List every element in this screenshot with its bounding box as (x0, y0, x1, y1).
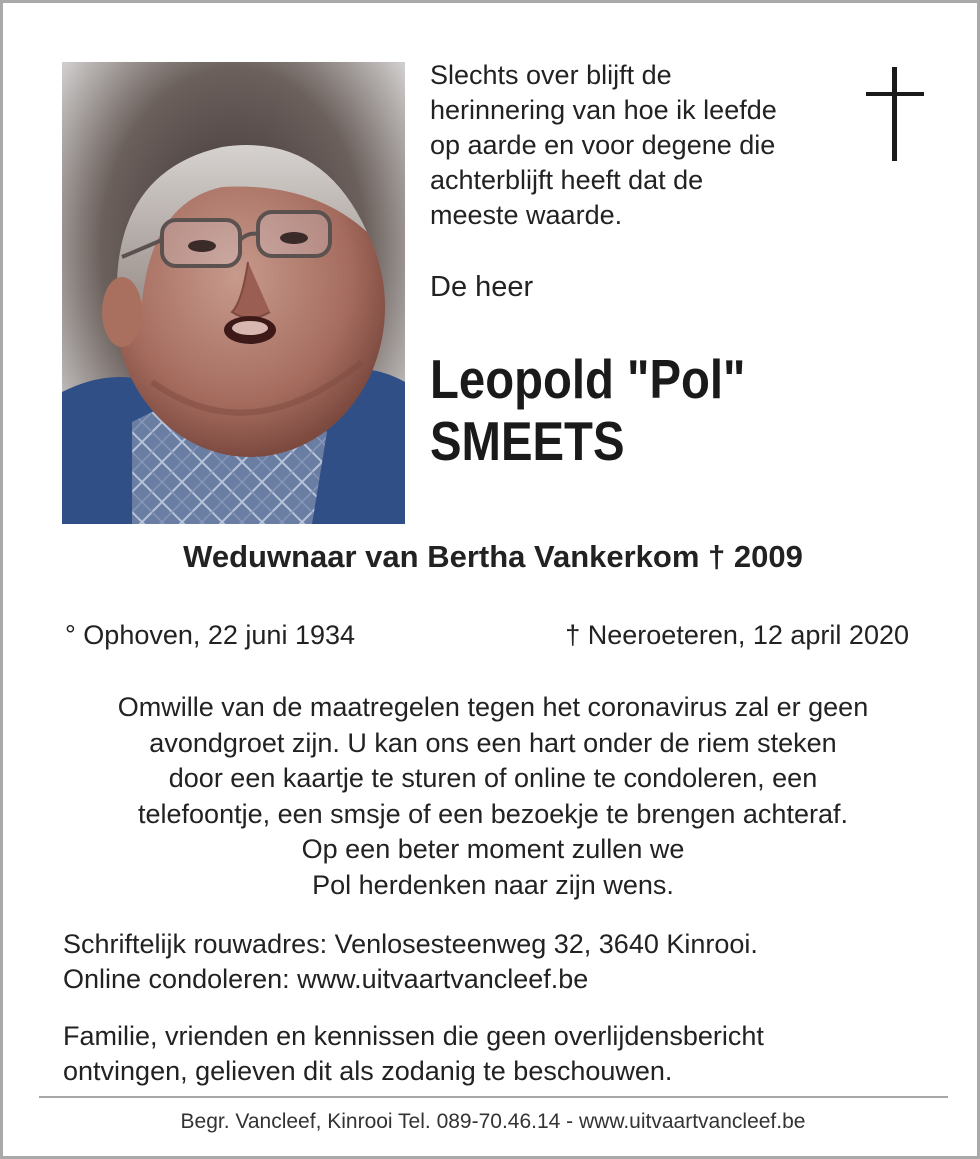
family-notice (63, 1019, 764, 1089)
memorial-poem (430, 58, 850, 233)
poem-line: achterblijft heeft dat de (430, 165, 704, 195)
portrait-photo (62, 62, 405, 524)
poem-line: herinnering van hoe ik leefde (430, 95, 777, 125)
death-info: † Neeroeteren, 12 april 2020 (565, 620, 909, 650)
birth-info: ° Ophoven, 22 juni 1934 (65, 620, 356, 650)
poem-line: op aarde en voor degene die (430, 130, 776, 160)
latin-cross-icon (866, 67, 924, 161)
deceased-name (430, 348, 745, 472)
poem-line: Slechts over blijft de (430, 60, 672, 90)
message-line: avondgroet zijn. U kan ons een hart onder de riem steken (149, 727, 837, 758)
message-line: Op een beter moment zullen we (301, 834, 685, 864)
funeral-home-footer: Begr. Vancleef, Kinrooi Tel. 089-70.46.14 - www.uitvaartvancleef.be (180, 1110, 806, 1133)
message-line: Pol herdenken naar zijn wens. (312, 869, 674, 900)
name-first: Leopold "Pol" (430, 348, 746, 410)
corona-message (43, 690, 943, 903)
mourning-address: Schriftelijk rouwadres: Venlosesteenweg 32, 3640 Kinrooi. (63, 929, 758, 959)
condolence-address (63, 927, 758, 997)
honorific: De heer (430, 271, 534, 303)
footer-divider (39, 1096, 948, 1098)
name-last: SMEETS (430, 410, 625, 472)
poem-line: meeste waarde. (430, 200, 623, 230)
message-line: Omwille van de maatregelen tegen het coronavirus zal er geen (117, 692, 869, 722)
message-line: door een kaartje te sturen of online te condoleren, een (168, 763, 818, 793)
widower-line: Weduwnaar van Bertha Vankerkom † 2009 (183, 539, 803, 574)
family-notice-line: ontvingen, gelieven dit als zodanig te beschouwen. (63, 1056, 673, 1086)
online-condolence[interactable]: Online condoleren: www.uitvaartvancleef.be (63, 964, 589, 994)
portrait-illustration (62, 62, 405, 524)
family-notice-line: Familie, vrienden en kennissen die geen overlijdensbericht (63, 1021, 764, 1051)
message-line: telefoontje, een smsje of een bezoekje te brengen achteraf. (138, 798, 848, 829)
